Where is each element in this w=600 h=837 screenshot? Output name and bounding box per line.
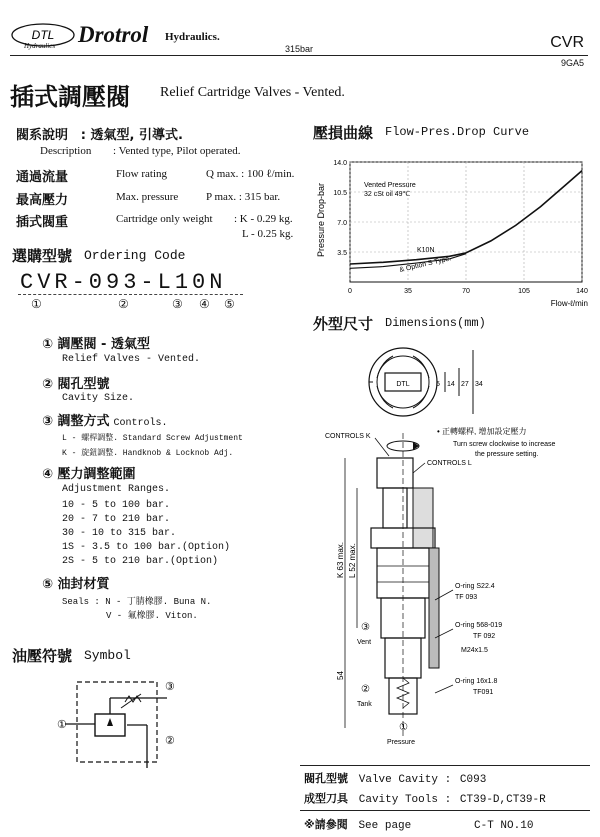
footer-see-label: See page <box>358 820 412 832</box>
ordering-marker-1: ① <box>31 297 42 311</box>
footer-cavity-value: C093 <box>459 774 487 786</box>
range-10: 10 - 5 to 100 bar. <box>62 500 171 511</box>
option3-k: K - 旋鈕調整. Handknob & Locknob Adj. <box>62 449 234 458</box>
title-en: Relief Cartridge Valves - Vented. <box>160 85 345 100</box>
chart-xtick-label: 140 <box>576 288 588 295</box>
range-2s: 2S - 5 to 210 bar.(Option) <box>62 556 219 567</box>
range-20: 20 - 7 to 210 bar. <box>62 514 171 525</box>
footer-tools-label: Cavity Tools : <box>358 794 452 806</box>
tf1-label: TF 093 <box>455 594 478 601</box>
spec-flow-value: Q max. : 100 ℓ/min. <box>206 168 295 180</box>
chart-note-1: Vented Pressure <box>364 182 416 189</box>
header-pressure: 315bar <box>285 44 314 54</box>
spec-weight-value: : K - 0.29 kg. <box>234 213 293 225</box>
spec-pressure-cn: 最高壓力 <box>16 193 69 208</box>
chart-xtick-label: 70 <box>462 288 470 295</box>
controls-l-label: CONTROLS L <box>427 460 472 467</box>
header-rule <box>10 55 588 56</box>
option3-title-en: Controls. <box>113 418 168 429</box>
chart-ytick-label: 10.5 <box>333 190 347 197</box>
footer-see <box>304 816 533 832</box>
turn-note-en2: the pressure setting. <box>475 451 539 458</box>
option4-title: ④ 壓力調整範圍 <box>42 467 136 482</box>
option3-title <box>42 410 168 430</box>
spec-pressure <box>16 189 281 208</box>
spec-flow-en: Flow rating <box>116 168 168 180</box>
thread-label: M24x1.5 <box>461 647 488 654</box>
hydraulic-symbol <box>55 672 185 772</box>
spec-weight-cn: 插式閥重 <box>16 215 69 230</box>
chart-note-2: 32 cSt oil 49℃ <box>364 191 411 198</box>
title-cn: 插式調壓閥 <box>10 83 130 111</box>
ordering-marker-2: ② <box>118 297 129 311</box>
curve-heading-en: Flow-Pres.Drop Curve <box>385 125 530 139</box>
chart-ytick-label: 7.0 <box>337 220 347 227</box>
spec-weight-en: Cartridge only weight <box>116 213 213 225</box>
seal-n: Seals : N - 丁腈橡膠. Buna N. <box>62 597 212 607</box>
port2-name: Tank <box>357 701 372 708</box>
seal-v: V - 氟橡膠. Viton. <box>106 611 198 621</box>
model-subcode: 9GA5 <box>560 58 584 68</box>
spec-pressure-value: P max. : 315 bar. <box>206 191 281 203</box>
spec-weight <box>16 211 293 230</box>
port1-name: Pressure <box>387 739 416 746</box>
option5-title: ⑤ 油封材質 <box>42 577 110 592</box>
logo-text: DTL <box>31 28 55 42</box>
option4-sub: Adjustment Ranges. <box>62 484 171 495</box>
tf2-label: TF 092 <box>473 633 496 640</box>
chart-ytick-label: 3.5 <box>337 250 347 257</box>
spec-flow-cn: 通過流量 <box>16 170 69 185</box>
footer-rule-top <box>300 765 590 766</box>
chart-xtick-label: 35 <box>404 288 412 295</box>
chart-label-k10n: K10N <box>417 247 435 254</box>
footer-tools <box>304 790 546 806</box>
footer-cavity <box>304 770 486 786</box>
option3-title-cn: ③ 調整方式 <box>42 414 110 429</box>
port3-num: ③ <box>361 622 370 633</box>
ordering-heading-cn: 選購型號 <box>12 247 73 265</box>
ordering-marker-3: ③ <box>172 297 183 311</box>
footer-see-cn: ※請參閱 <box>304 818 348 831</box>
footer-tools-cn: 成型刀具 <box>304 792 348 805</box>
symbol-port-2: ② <box>165 735 175 747</box>
option2-sub: Cavity Size. <box>62 393 135 404</box>
ordering-code: CVR-093-L10N <box>20 270 227 295</box>
curve-heading-cn: 壓損曲線 <box>313 124 374 142</box>
spec-description-en: Description <box>40 145 92 157</box>
spec-description-cn: 閥系說明 <box>16 128 69 143</box>
controls-k-label: CONTROLS K <box>325 433 371 440</box>
dim-27: 27 <box>461 381 469 388</box>
dim-5: 5 <box>436 381 440 388</box>
dimension-drawing <box>305 338 595 758</box>
brand-name: Drotrol <box>78 22 149 47</box>
brand-suffix: Hydraulics. <box>165 31 220 43</box>
port1-num: ① <box>399 722 408 733</box>
dimensions-heading-en: Dimensions(mm) <box>385 316 486 330</box>
symbol-heading-en: Symbol <box>84 648 131 663</box>
chart-xtick-label: 0 <box>348 288 352 295</box>
turn-note-en1: Turn screw clockwise to increase <box>453 441 556 448</box>
option3-l: L - 螺桿調整. Standard Screw Adjustment <box>62 434 243 443</box>
ordering-heading-en: Ordering Code <box>84 248 186 263</box>
footer-cavity-cn: 閥孔型號 <box>304 772 348 785</box>
footer-tools-value: CT39-D,CT39-R <box>459 794 546 806</box>
footer-rule-mid <box>300 810 590 811</box>
option1-sub: Relief Valves - Vented. <box>62 354 201 365</box>
chart-xtick-label: 105 <box>518 288 530 295</box>
chart-ytick-label: 14.0 <box>333 160 347 167</box>
dimensions-heading-cn: 外型尺寸 <box>313 315 374 333</box>
spec-description-value: : Vented type, Pilot operated. <box>113 145 241 157</box>
port3-name: Vent <box>357 639 372 646</box>
symbol-port-1: ① <box>57 719 67 731</box>
option2-title: ② 閥孔型號 <box>42 377 110 392</box>
range-30: 30 - 10 to 315 bar. <box>62 528 177 539</box>
dim-14: 14 <box>447 381 455 388</box>
symbol-port-3: ③ <box>165 681 175 693</box>
ordering-underline <box>18 294 243 296</box>
logo-sub: Hydraulics <box>24 42 56 50</box>
chart-xlabel: Flow-ℓ/min <box>550 299 588 308</box>
spec-description-value-cn: : 透氣型, 引導式. <box>80 128 183 143</box>
ordering-marker-5: ⑤ <box>224 297 235 311</box>
symbol-heading-cn: 油壓符號 <box>12 647 73 665</box>
chart-label-option: & Option S Type. <box>398 255 452 274</box>
option1-title: ① 調壓閥 - 透氣型 <box>42 337 150 352</box>
footer-see-value: C-T NO.10 <box>474 820 534 832</box>
spec-flow <box>16 166 295 185</box>
dim-34: 34 <box>475 381 483 388</box>
dim-l52: L 52 max. <box>348 543 357 578</box>
flow-pressure-chart <box>312 150 597 310</box>
spec-description <box>16 124 183 143</box>
oring2-label: O-ring 568-019 <box>455 622 503 629</box>
ordering-marker-4: ④ <box>199 297 210 311</box>
oring1-label: O-ring S22.4 <box>455 583 495 590</box>
knob-logo: DTL <box>396 381 410 388</box>
oring3-label: O-ring 16x1.8 <box>455 678 498 685</box>
footer-cavity-label: Valve Cavity : <box>358 774 452 786</box>
tf3-label: TF091 <box>473 689 494 696</box>
range-1s: 1S - 3.5 to 100 bar.(Option) <box>62 542 231 553</box>
spec-weight-value2: L - 0.25 kg. <box>242 228 294 240</box>
chart-ylabel: Pressure Drop-bar <box>316 182 326 258</box>
model-code: CVR <box>550 34 584 51</box>
dim-54: 54 <box>336 671 345 680</box>
dim-k63: K 63 max. <box>336 541 345 578</box>
port2-num: ② <box>361 684 370 695</box>
turn-note-cn: • 正轉螺桿, 增加設定壓力 <box>437 427 527 436</box>
spec-pressure-en: Max. pressure <box>116 191 179 203</box>
